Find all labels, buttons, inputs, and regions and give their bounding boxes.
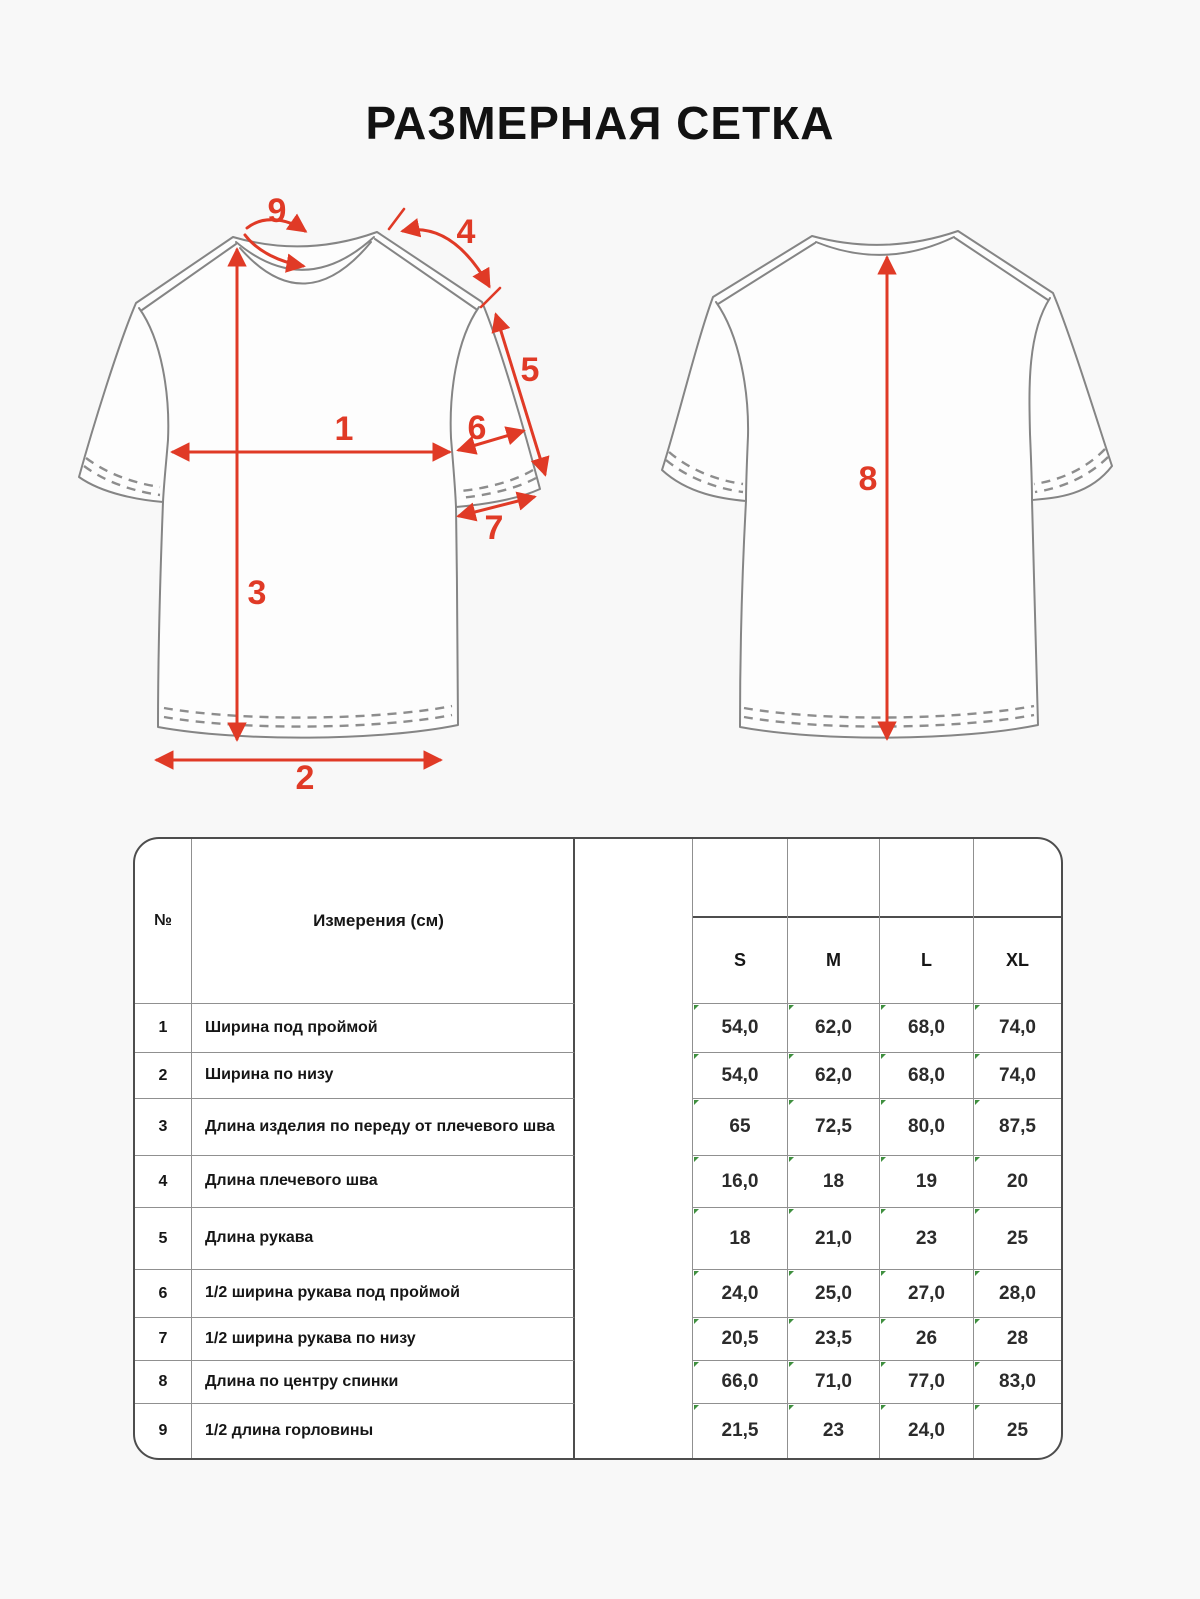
size-value-cell: 23,5 <box>787 1317 879 1360</box>
header-size-l-empty <box>880 839 973 918</box>
size-value-cell: 26 <box>879 1317 973 1360</box>
row-label: 1/2 ширина рукава под проймой <box>192 1269 575 1317</box>
arrow-label-7: 7 <box>484 509 504 547</box>
row-label: Ширина по низу <box>192 1052 575 1098</box>
size-value-cell: 28,0 <box>973 1269 1061 1317</box>
spacer-column-header <box>575 839 692 1003</box>
arrow-label-4: 4 <box>456 213 476 251</box>
arrow-label-2: 2 <box>295 759 315 797</box>
arrow-label-5: 5 <box>520 351 540 389</box>
row-number: 2 <box>135 1052 192 1098</box>
header-size-s-label: S <box>733 950 746 970</box>
size-value-cell: 21,0 <box>787 1207 879 1269</box>
row-number: 6 <box>135 1269 192 1317</box>
size-value-cell: 54,0 <box>692 1003 787 1052</box>
spacer-cell <box>575 1003 692 1052</box>
row-number: 4 <box>135 1155 192 1207</box>
header-size-m-label: M <box>826 950 841 970</box>
arrow-label-3: 3 <box>247 574 267 612</box>
row-number: 8 <box>135 1360 192 1403</box>
row-number: 3 <box>135 1098 192 1155</box>
row-number: 1 <box>135 1003 192 1052</box>
row-label: 1/2 длина горловины <box>192 1403 575 1458</box>
spacer-cell <box>575 1269 692 1317</box>
page-title: РАЗМЕРНАЯ СЕТКА <box>365 97 835 149</box>
header-size-s-empty <box>693 839 787 918</box>
arrow-label-6: 6 <box>467 409 487 447</box>
size-value-cell: 20,5 <box>692 1317 787 1360</box>
size-value-cell: 27,0 <box>879 1269 973 1317</box>
header-size-xl <box>973 839 1061 1003</box>
row-label: Длина рукава <box>192 1207 575 1269</box>
size-value-cell: 23 <box>787 1403 879 1458</box>
size-value-cell: 19 <box>879 1155 973 1207</box>
header-size-m-empty <box>788 839 879 918</box>
spacer-cell <box>575 1155 692 1207</box>
row-label: Длина плечевого шва <box>192 1155 575 1207</box>
size-table <box>133 837 1063 1460</box>
spacer-cell <box>575 1207 692 1269</box>
size-value-cell: 87,5 <box>973 1098 1061 1155</box>
header-size-l <box>879 839 973 1003</box>
size-value-cell: 54,0 <box>692 1052 787 1098</box>
seam-tick-neck <box>389 209 404 229</box>
row-label: Ширина под проймой <box>192 1003 575 1052</box>
size-value-cell: 72,5 <box>787 1098 879 1155</box>
header-size-xl-label: XL <box>1005 950 1029 970</box>
header-number-column: № <box>135 839 192 1003</box>
size-value-cell: 18 <box>787 1155 879 1207</box>
row-label: Длина по центру спинки <box>192 1360 575 1403</box>
size-value-cell: 66,0 <box>692 1360 787 1403</box>
size-value-cell: 25 <box>973 1403 1061 1458</box>
size-value-cell: 25 <box>973 1207 1061 1269</box>
spacer-cell <box>575 1360 692 1403</box>
arrow-label-8: 8 <box>858 460 878 498</box>
size-value-cell: 23 <box>879 1207 973 1269</box>
size-value-cell: 20 <box>973 1155 1061 1207</box>
size-value-cell: 68,0 <box>879 1003 973 1052</box>
size-value-cell: 62,0 <box>787 1052 879 1098</box>
spacer-cell <box>575 1052 692 1098</box>
size-value-cell: 16,0 <box>692 1155 787 1207</box>
row-number: 5 <box>135 1207 192 1269</box>
size-value-cell: 74,0 <box>973 1003 1061 1052</box>
row-label: 1/2 ширина рукава по низу <box>192 1317 575 1360</box>
arrow-label-9: 9 <box>267 192 287 230</box>
spacer-cell <box>575 1403 692 1458</box>
front-shirt-drawing <box>79 232 540 738</box>
seam-tick-shoulder <box>481 288 500 307</box>
arrow-label-1: 1 <box>334 410 354 448</box>
spacer-cell <box>575 1098 692 1155</box>
row-number: 9 <box>135 1403 192 1458</box>
spacer-cell <box>575 1317 692 1360</box>
header-size-l-label: L <box>921 950 932 970</box>
size-value-cell: 24,0 <box>692 1269 787 1317</box>
header-measure-column: Измерения (см) <box>192 839 575 1003</box>
header-size-xl-empty <box>974 839 1061 918</box>
size-value-cell: 77,0 <box>879 1360 973 1403</box>
size-value-cell: 71,0 <box>787 1360 879 1403</box>
size-value-cell: 21,5 <box>692 1403 787 1458</box>
size-value-cell: 25,0 <box>787 1269 879 1317</box>
size-value-cell: 24,0 <box>879 1403 973 1458</box>
row-label: Длина изделия по переду от плечевого шва <box>192 1098 575 1155</box>
size-value-cell: 28 <box>973 1317 1061 1360</box>
size-value-cell: 62,0 <box>787 1003 879 1052</box>
header-size-s <box>692 839 787 1003</box>
size-value-cell: 74,0 <box>973 1052 1061 1098</box>
size-value-cell: 68,0 <box>879 1052 973 1098</box>
size-value-cell: 65 <box>692 1098 787 1155</box>
row-number: 7 <box>135 1317 192 1360</box>
size-value-cell: 83,0 <box>973 1360 1061 1403</box>
size-value-cell: 80,0 <box>879 1098 973 1155</box>
header-size-m <box>787 839 879 1003</box>
size-value-cell: 18 <box>692 1207 787 1269</box>
